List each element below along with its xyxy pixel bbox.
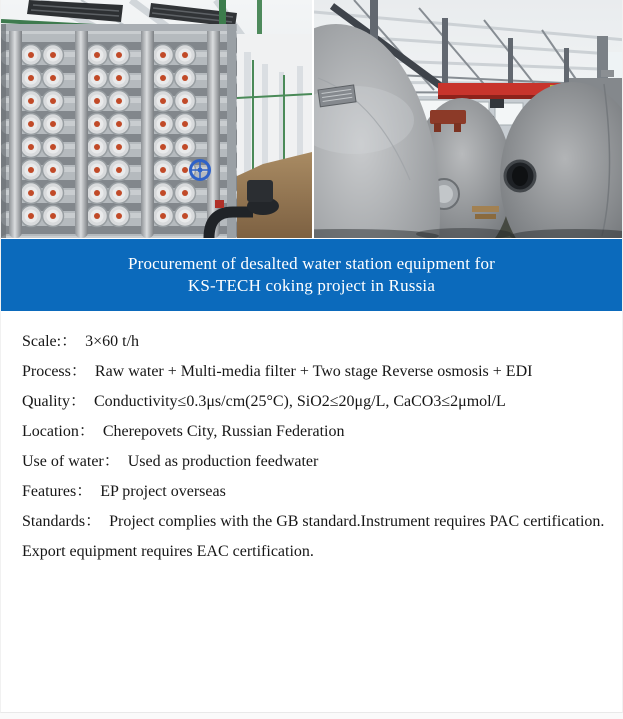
spec-label: Standards： — [22, 513, 102, 530]
spec-line-location — [22, 417, 602, 447]
spec-value: Used as production feedwater — [127, 453, 319, 470]
spec-line-quality — [22, 387, 602, 417]
spec-label: Quality： — [22, 393, 86, 410]
ro-membrane-plant-photo — [1, 0, 312, 238]
spec-line-standards-continued — [22, 537, 602, 567]
project-title-banner — [1, 239, 622, 311]
spec-label: Location： — [22, 423, 95, 440]
photo-strip — [1, 0, 622, 238]
steel-tanks-workshop-photo — [314, 0, 622, 238]
spec-line-standards — [22, 507, 605, 537]
specs-section — [1, 311, 622, 567]
steel-tanks-workshop-illustration — [314, 0, 622, 238]
spec-value: EP project overseas — [100, 483, 226, 500]
spec-value: Raw water + Multi-media filter + Two stage Reverse osmosis + EDI — [94, 363, 533, 380]
spec-label: Features： — [22, 483, 93, 500]
spec-label: Process： — [22, 363, 87, 380]
banner-title-line-2: KS-TECH coking project in Russia — [187, 276, 436, 295]
ro-membrane-plant-illustration — [1, 0, 312, 238]
spec-line-features — [22, 477, 602, 507]
spec-value: Project complies with the GB standard.Instrument requires PAC certification. — [109, 513, 605, 530]
spec-value: 3×60 t/h — [85, 333, 140, 350]
spec-label: Scale:： — [22, 333, 78, 350]
spec-line-process — [22, 357, 602, 387]
spec-value: Export equipment requires EAC certification. — [22, 543, 314, 560]
spec-line-use-of-water — [22, 447, 602, 477]
spec-label: Use of water： — [22, 453, 120, 470]
spec-value: Conductivity≤0.3μs/cm(25°C), SiO2≤20μg/L, CaCO3≤2μmol/L — [94, 393, 506, 410]
spec-line-scale — [22, 327, 602, 357]
spec-value: Cherepovets City, Russian Federation — [102, 423, 345, 440]
banner-title-line-1: Procurement of desalted water station equipment for — [127, 253, 496, 273]
